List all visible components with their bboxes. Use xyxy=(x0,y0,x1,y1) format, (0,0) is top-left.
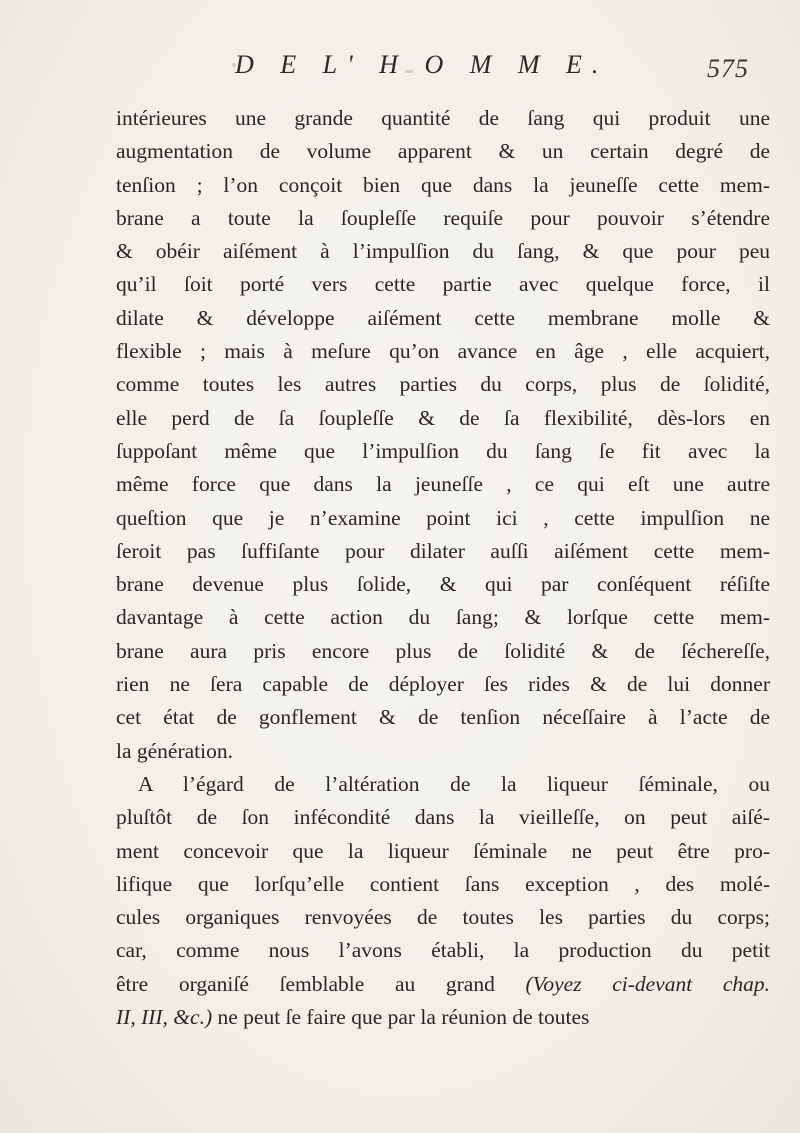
text-line: ment concevoir que la liqueur ſéminale ne peut être pro- xyxy=(116,838,770,863)
italic-reference-cont: II, III, &c.) xyxy=(116,1005,213,1030)
text-line: car, comme nous l’avons établi, la production du petit xyxy=(116,938,770,963)
text-line: davantage à cette action du ſang; & lorſque cette mem- xyxy=(116,605,770,630)
text-line: ſuppoſant même que l’impulſion du ſang ſe fit avec la xyxy=(116,438,770,463)
text-line: comme toutes les autres parties du corps, plus de ſolidité, xyxy=(116,372,770,397)
text-line: augmentation de volume apparent & un certain degré de xyxy=(116,139,770,164)
text-line: même force que dans la jeuneſſe , ce qui eſt une autre xyxy=(116,472,770,497)
text-line: elle perd de ſa ſoupleſſe & de ſa flexibilité, dès-lors en xyxy=(116,405,770,430)
text-line: cules organiques renvoyées de toutes les parties du corps; xyxy=(116,905,770,930)
text-line: cet état de gonflement & de tenſion néceſſaire à l’acte de xyxy=(116,705,770,730)
text-line: & obéir aiſément à l’impulſion du ſang, & que pour peu xyxy=(116,239,770,264)
italic-reference: (Voyez ci-devant chap. xyxy=(525,971,771,996)
text-line: flexible ; mais à meſure qu’on avance en âge , elle acquiert, xyxy=(116,339,770,364)
paper-speck xyxy=(232,63,236,67)
text-line-with-reference xyxy=(116,1001,770,1034)
text-line: rien ne ſera capable de déployer ſes rides & de lui donner xyxy=(116,672,770,697)
text-line: intérieures une grande quantité de ſang qui produit une xyxy=(116,106,770,130)
body-text xyxy=(116,102,770,1034)
text-line: ſeroit pas ſuffiſante pour dilater auſſi aiſément cette mem- xyxy=(116,538,770,563)
text-line: pluſtôt de ſon infécondité dans la vieilleſſe, on peut aiſé- xyxy=(116,805,770,830)
text-line: lifique que lorſqu’elle contient ſans exception , des molé- xyxy=(116,871,770,896)
text-line: la génération. xyxy=(116,738,234,763)
page-number: 575 xyxy=(707,54,749,83)
text-line: brane aura pris encore plus de ſolidité & de ſéchereſſe, xyxy=(116,638,770,663)
text-line: A l’égard de l’altération de la liqueur ſéminale, ou xyxy=(138,771,770,796)
text-line: dilate & développe aiſément cette membrane molle & xyxy=(116,305,770,330)
paper-speck xyxy=(405,70,413,73)
text-line: brane devenue plus ſolide, & qui par conſéquent réſiſte xyxy=(116,572,770,597)
text-line: qu’il ſoit porté vers cette partie avec quelque force, il xyxy=(116,272,770,297)
text-line-with-reference xyxy=(116,968,770,1001)
text-line: queſtion que je n’examine point ici , cette impulſion ne xyxy=(116,505,770,530)
page-header xyxy=(0,50,800,90)
text-line: brane a toute la ſoupleſſe requiſe pour pouvoir s’étendre xyxy=(116,205,770,230)
text-segment: être organiſé ſemblable au grand xyxy=(116,971,495,996)
text-line: tenſion ; l’on conçoit bien que dans la jeuneſſe cette mem- xyxy=(116,172,770,197)
running-head: D E L' H O M M E. xyxy=(235,50,609,79)
text-segment: ne peut ſe faire que par la réunion de toutes xyxy=(212,1005,590,1030)
